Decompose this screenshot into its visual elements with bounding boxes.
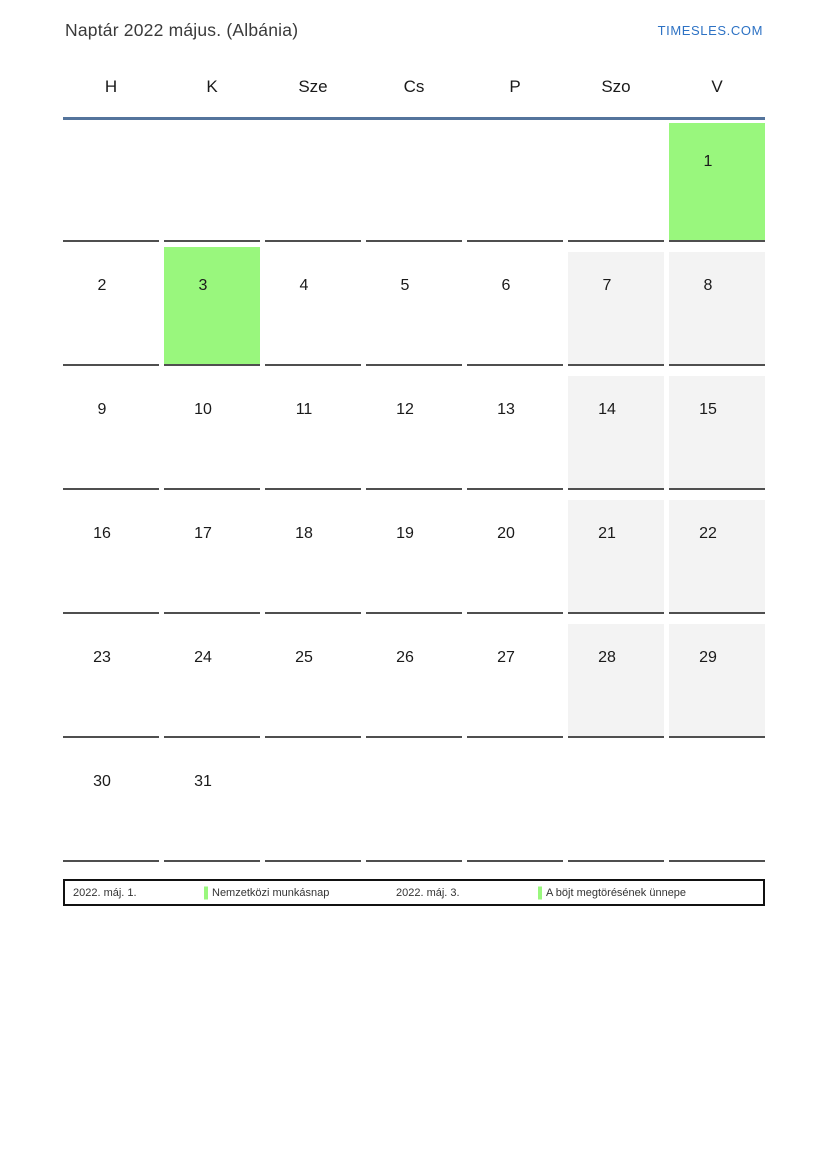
day-number: 15 <box>699 401 717 418</box>
day-number: 21 <box>598 525 616 542</box>
day-cell-10 <box>164 371 260 490</box>
day-number: 4 <box>299 277 309 294</box>
day-cell-3 <box>164 247 260 366</box>
day-cell-18 <box>265 495 361 614</box>
legend-label: A böjt megtörésének ünnepe <box>546 886 687 899</box>
day-cell-9 <box>63 371 159 490</box>
day-cell-14 <box>568 371 664 490</box>
day-number: 6 <box>501 277 511 294</box>
day-cell-27 <box>467 619 563 738</box>
weekday-header-p: P <box>509 77 521 96</box>
day-number: 16 <box>93 525 111 542</box>
day-cell-empty <box>164 123 260 242</box>
page-header <box>63 0 765 48</box>
day-cell-empty <box>669 743 765 862</box>
weekday-header-k: K <box>206 77 218 96</box>
day-number: 19 <box>396 525 414 542</box>
weekday-header-h: H <box>104 77 118 96</box>
weekday-header-v: V <box>711 77 723 96</box>
day-cell-empty <box>467 743 563 862</box>
day-number: 25 <box>295 649 313 666</box>
day-number: 9 <box>97 401 107 418</box>
day-number: 18 <box>295 525 313 542</box>
day-number: 1 <box>703 153 713 170</box>
day-cell-1 <box>669 123 765 242</box>
day-cell-29 <box>669 619 765 738</box>
day-cell-4 <box>265 247 361 366</box>
day-cell-26 <box>366 619 462 738</box>
legend-label: Nemzetközi munkásnap <box>212 886 330 899</box>
day-number: 31 <box>194 773 212 790</box>
weekday-header-row <box>63 73 765 105</box>
day-number: 13 <box>497 401 515 418</box>
day-number: 22 <box>699 525 717 542</box>
weekday-header-szo: Szo <box>601 77 631 96</box>
day-cell-21 <box>568 495 664 614</box>
header-divider-line <box>63 117 765 120</box>
day-cell-empty <box>366 743 462 862</box>
day-cell-23 <box>63 619 159 738</box>
day-number: 29 <box>699 649 717 666</box>
day-cell-20 <box>467 495 563 614</box>
day-number: 28 <box>598 649 616 666</box>
day-cell-19 <box>366 495 462 614</box>
day-cell-empty <box>568 743 664 862</box>
day-cell-24 <box>164 619 260 738</box>
legend-date: 2022. máj. 3. <box>396 886 460 899</box>
day-number: 2 <box>97 277 107 294</box>
day-number: 11 <box>295 401 313 418</box>
calendar-page <box>63 0 765 906</box>
day-cell-empty <box>467 123 563 242</box>
day-cell-empty <box>366 123 462 242</box>
holiday-marker-icon <box>538 886 542 899</box>
day-number: 30 <box>93 773 111 790</box>
day-cell-empty <box>265 123 361 242</box>
weekday-header-cs: Cs <box>403 77 425 96</box>
day-cell-7 <box>568 247 664 366</box>
day-cell-empty <box>265 743 361 862</box>
day-number: 26 <box>396 649 414 666</box>
day-number: 10 <box>194 401 212 418</box>
day-number: 14 <box>598 401 616 418</box>
day-number: 27 <box>497 649 515 666</box>
day-cell-5 <box>366 247 462 366</box>
day-cell-6 <box>467 247 563 366</box>
day-cell-30 <box>63 743 159 862</box>
calendar-grid <box>63 123 765 862</box>
day-number: 5 <box>400 277 410 294</box>
day-cell-22 <box>669 495 765 614</box>
holiday-legend <box>63 879 765 906</box>
day-cell-empty <box>63 123 159 242</box>
holiday-marker-icon <box>204 886 208 899</box>
page-title: Naptár 2022 május. (Albánia) <box>65 20 299 40</box>
legend-date: 2022. máj. 1. <box>73 886 137 899</box>
weekday-header-sze: Sze <box>298 77 328 96</box>
day-cell-28 <box>568 619 664 738</box>
day-number: 3 <box>198 277 208 294</box>
day-cell-31 <box>164 743 260 862</box>
day-cell-17 <box>164 495 260 614</box>
day-number: 24 <box>194 649 212 666</box>
day-cell-12 <box>366 371 462 490</box>
day-number: 7 <box>602 277 612 294</box>
day-cell-13 <box>467 371 563 490</box>
day-cell-16 <box>63 495 159 614</box>
timesles-site-link[interactable]: TIMESLES.COM <box>657 23 763 38</box>
day-number: 23 <box>93 649 111 666</box>
day-number: 20 <box>497 525 515 542</box>
day-number: 12 <box>396 401 414 418</box>
day-cell-8 <box>669 247 765 366</box>
day-cell-empty <box>568 123 664 242</box>
day-cell-25 <box>265 619 361 738</box>
day-cell-11 <box>265 371 361 490</box>
day-number: 8 <box>703 277 713 294</box>
day-cell-2 <box>63 247 159 366</box>
day-cell-15 <box>669 371 765 490</box>
day-number: 17 <box>194 525 212 542</box>
